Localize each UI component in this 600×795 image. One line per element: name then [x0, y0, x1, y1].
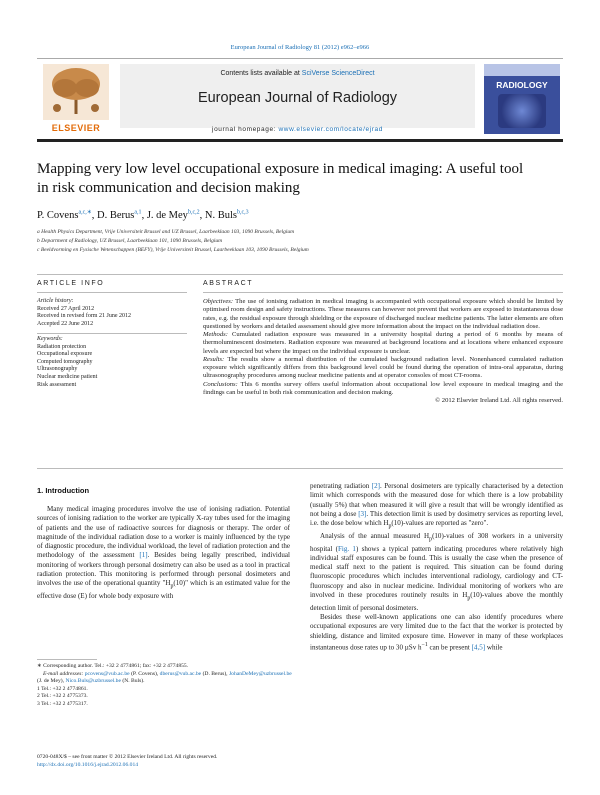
keyword: Nuclear medicine patient	[37, 373, 98, 380]
abstract-methods: Methods: Cumulated radiation exposure was measured in a university hospital during a period of 6 months by means of thermoluminescent dosimeters. Radiation exposure was measured at background locations and at locations where enhanced exposure levels are expected but where the impact on the individual exposure is unclear.	[203, 331, 563, 355]
history-accepted: Accepted 22 June 2012	[37, 320, 94, 327]
contents-line	[120, 70, 475, 77]
copyright-notice: © 2012 Elsevier Ireland Ltd. All rights reserved.	[435, 397, 563, 404]
keyword: Occupational exposure	[37, 351, 93, 358]
abstract-objectives: Objectives: The use of ionising radiation in medical imaging is accompanied with occupational exposure which should be limited by optimised room design and safety instructions. These measures can however not prevent that workers are exposed to instantaneous dose rates, e.g. the residual exposure through shielding or the exposure of discharged nuclear medicine patients. The latter elements are often questioned by workers and detailed assessment should give more information about the impact on the individual radiation dose.	[203, 298, 563, 330]
doi-link[interactable]: http://dx.doi.org/10.1016/j.ejrad.2012.06.014	[37, 761, 139, 768]
paragraph: Many medical imaging procedures involve the use of ionising radiation. Potential sources of ionising radiation to the worker are typically X-ray tubes used for the imaging of patients and the use of radioactive sources for diagnosis or therapy. The order of magnitude of the individual radiation dose to a worker is mainly influenced by the type of diagnostic procedure, the individual workload, the level of radiation protection and the methodology of the assessment [1]. Besides being legally prescribed, individual monitoring of workers through personal dosimetry can also be used as a tool in practical radiation protection. This monitoring is performed through personal dosimeters and involves the use of the operational quantity "$H_p(10)$" which is an estimated value for the effective dose (E) for whole body exposure with	[37, 505, 290, 601]
cover-image	[498, 94, 546, 128]
affiliation-a: a Health Physics Department, Vrije Universiteit Brussel and UZ Brussel, Laarbeeklaan 103, 1090 Brussels, Belgium	[37, 229, 295, 235]
author-1[interactable]: P. Covens$^{a,c,∗}$,	[37, 209, 98, 221]
paragraph: penetrating radiation [2]. Personal dosimeters are typically characterised by a detection limit which corresponds with the measured dose for which there is a low probability (usually 5%) that when measured it will give a result that will be wrongly identified as not being a dose [3]. This detection limit is used by dosimetry services as reporting level, i.e. the dose below which $H_p(10)$-values are reported as "zero".	[310, 482, 563, 530]
figure-link[interactable]: Fig. 1	[337, 544, 356, 553]
keyword: Risk assessment	[37, 381, 77, 388]
abstract-results: Results: The results show a normal distribution of the cumulated background radiation level. Nonenhanced cumulated radiation exposure which significantly differs from this background level could be found during the operation of intra-oral apparatus, during ultrasonography procedures among nuclear medicine patients and at operator consoles of most CT-rooms.	[203, 355, 563, 380]
sciencedirect-link[interactable]: SciVerse ScienceDirect	[301, 70, 375, 77]
author-2[interactable]: D. Berus$^{a,1}$,	[97, 209, 147, 221]
footnotes	[37, 663, 297, 709]
email-link[interactable]: Nico.Buls@uzbrussel.be	[65, 678, 121, 685]
history-revised: Received in revised form 21 June 2012	[37, 313, 131, 320]
affiliation-c: c Beeldvorming en Fysische Wetenschappen (BEFY), Vrije Universiteit Brussel, Laarbeeklaan 103, 1090 Brussels, Belgium	[37, 247, 309, 253]
divider	[203, 292, 563, 293]
body-left-column	[37, 505, 290, 601]
contents-prefix: Contents lists available at	[220, 70, 302, 77]
keywords-label: Keywords:	[37, 336, 63, 342]
affiliation-b: b Department of Radiology, UZ Brussel, Laarbeeklaan 101, 1090 Brussels, Belgium	[37, 238, 223, 244]
article-footer	[37, 754, 297, 769]
abstract-conclusions: Conclusions: This 6 months survey offers useful information about occupational low level exposure in medical imaging and the findings can be useful in both risk communication and decision making.	[203, 380, 563, 396]
divider	[37, 468, 563, 469]
journal-homepage	[120, 126, 475, 133]
abstract-heading: ABSTRACT	[203, 280, 254, 287]
journal-citation[interactable]: European Journal of Radiology 81 (2012) e962–e966	[230, 44, 370, 51]
abstract-text	[203, 298, 563, 405]
article-info-heading: ARTICLE INFO	[37, 280, 105, 287]
paragraph: Analysis of the annual measured $H_p(10)$-values of 308 workers in a university hospital (Fig. 1) shows a typical pattern indicating procedures where relatively high individual staff exposures can be found. This is usually the case when the presence of medical staff next to the patient is required. This situation can be found during fluoroscopic procedures which includes interventional radiology, cardiology and CT-fluoroscopy and also in nuclear medicine. Individual monitoring of workers who are involved in these procedures routinely results in $H_p(10)$-values above the monthly detection limit of personal dosimeters.	[310, 531, 564, 612]
tel-note: 1 Tel.: +32 2 4774861.	[37, 685, 88, 692]
issn-line: 0720-048X/$ – see front matter © 2012 Elsevier Ireland Ltd. All rights reserved.	[37, 754, 218, 760]
author-4[interactable]: N. Buls$^{b,c,3}$	[204, 209, 249, 221]
divider	[37, 333, 187, 334]
divider	[37, 274, 563, 275]
homepage-link[interactable]: www.elsevier.com/locate/ejrad	[278, 126, 383, 133]
divider	[37, 292, 187, 293]
keyword: Radiation protection	[37, 343, 87, 350]
paragraph: Besides these well-known applications one can also identify procedures where occupational exposures are very limited due to the fact that the worker is protected by shielding, distance and limited exposure time. However in many of these workplaces instantaneous dose rates up to 30 µSv $h^{-1}$ can be present [4,5] while	[310, 613, 563, 652]
cover-band	[484, 64, 560, 76]
history-label: Article history:	[37, 298, 74, 304]
email-addresses: E-mail addresses: pcovens@vub.ac.be (P. Covens), dberus@vub.ac.be (D. Berus), JohanDeMey@uzbrussel.be (J. de Mey), Nico.Buls@uzbrussel.be (N. Buls).	[37, 670, 292, 685]
footnote-rule	[37, 659, 97, 660]
keyword: Ultrasonography	[37, 366, 78, 373]
email-link[interactable]: JohanDeMey@uzbrussel.be	[228, 670, 292, 677]
author-list	[37, 208, 563, 221]
citation-link[interactable]: [3]	[358, 509, 367, 518]
tel-note: 3 Tel.: +32 2 4775317.	[37, 700, 88, 707]
title-line-1: Mapping very low level occupational exposure in medical imaging: A useful tool	[37, 161, 524, 177]
corresponding-author-note: ∗ Corresponding author. Tel.: +32 2 4774861; fax: +32 2 4774855.	[37, 663, 189, 669]
homepage-label: journal homepage:	[212, 126, 279, 133]
title-line-2: in risk communication and decision making	[37, 180, 300, 196]
journal-title: European Journal of Radiology	[197, 90, 398, 106]
keyword: Computed tomography	[37, 358, 93, 365]
citation-link[interactable]: [2]	[371, 482, 380, 490]
cover-title: RADIOLOGY	[496, 80, 548, 90]
elsevier-tree-logo	[37, 62, 115, 132]
citation-link[interactable]: [1]	[139, 551, 148, 560]
publisher-name: ELSEVIER	[51, 123, 101, 133]
email-link[interactable]: dberus@vub.ac.be	[159, 670, 202, 677]
keywords	[37, 336, 187, 389]
history-received: Received 27 April 2012	[37, 305, 95, 312]
body-right-column	[310, 482, 563, 653]
article-title	[37, 160, 563, 198]
email-link[interactable]: pcovens@vub.ac.be	[84, 670, 130, 677]
tel-note: 2 Tel.: +32 2 4775373.	[37, 693, 88, 700]
citation-link[interactable]: [4,5]	[471, 643, 486, 652]
article-history	[37, 298, 187, 328]
section-heading-introduction: 1. Introduction	[37, 486, 90, 495]
author-3[interactable]: J. de Mey$^{b,c,2}$,	[146, 209, 205, 221]
